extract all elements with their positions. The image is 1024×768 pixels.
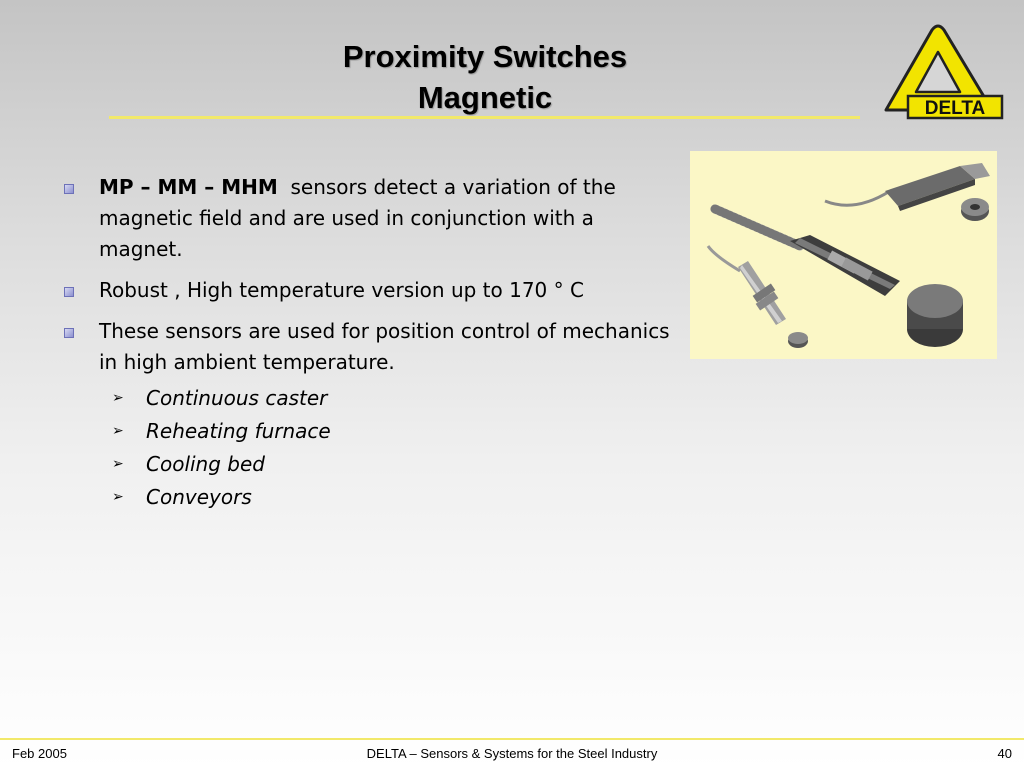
bullet-text: sensors detect a variation of the magnetic field and are used in conjunction with a magnet. <box>99 175 616 261</box>
delta-logo <box>880 22 1006 122</box>
bullet-item <box>56 316 676 378</box>
square-bullet-icon <box>64 328 74 338</box>
footer-divider <box>0 738 1024 740</box>
square-bullet-icon <box>64 287 74 297</box>
application-list <box>56 382 676 514</box>
sub-bullet-item <box>56 481 676 514</box>
square-bullet-icon <box>64 184 74 194</box>
footer-title: DELTA – Sensors & Systems for the Steel Industry <box>366 746 658 761</box>
bullet-text: These sensors are used for position control of mechanics in high ambient temperature. <box>99 319 670 374</box>
sub-bullet-item <box>56 448 676 481</box>
sensor-photo <box>690 151 997 359</box>
arrow-bullet-icon: ➢ <box>112 456 124 472</box>
bullet-item <box>56 172 676 265</box>
sub-bullet-item <box>56 382 676 415</box>
slide-title <box>160 36 810 118</box>
page-number: 40 <box>997 746 1012 761</box>
logo-text: DELTA <box>924 98 986 119</box>
arrow-bullet-icon: ➢ <box>112 423 124 439</box>
sub-bullet-text: Cooling bed <box>146 452 265 476</box>
sub-bullet-text: Reheating furnace <box>146 419 331 443</box>
sub-bullet-text: Continuous caster <box>146 386 328 410</box>
arrow-bullet-icon: ➢ <box>112 489 124 505</box>
bullet-list <box>56 172 676 514</box>
sub-bullet-item <box>56 415 676 448</box>
sub-bullet-text: Conveyors <box>146 485 252 509</box>
footer-date: Feb 2005 <box>12 746 67 761</box>
bullet-item <box>56 275 676 306</box>
arrow-bullet-icon: ➢ <box>112 390 124 406</box>
title-line-2: Magnetic <box>417 80 553 115</box>
sensor-models: MP – MM – MHM <box>99 175 278 199</box>
title-underline <box>109 116 860 119</box>
title-line-1: Proximity Switches <box>342 39 628 74</box>
bullet-text: Robust , High temperature version up to 170 ° C <box>99 278 584 302</box>
